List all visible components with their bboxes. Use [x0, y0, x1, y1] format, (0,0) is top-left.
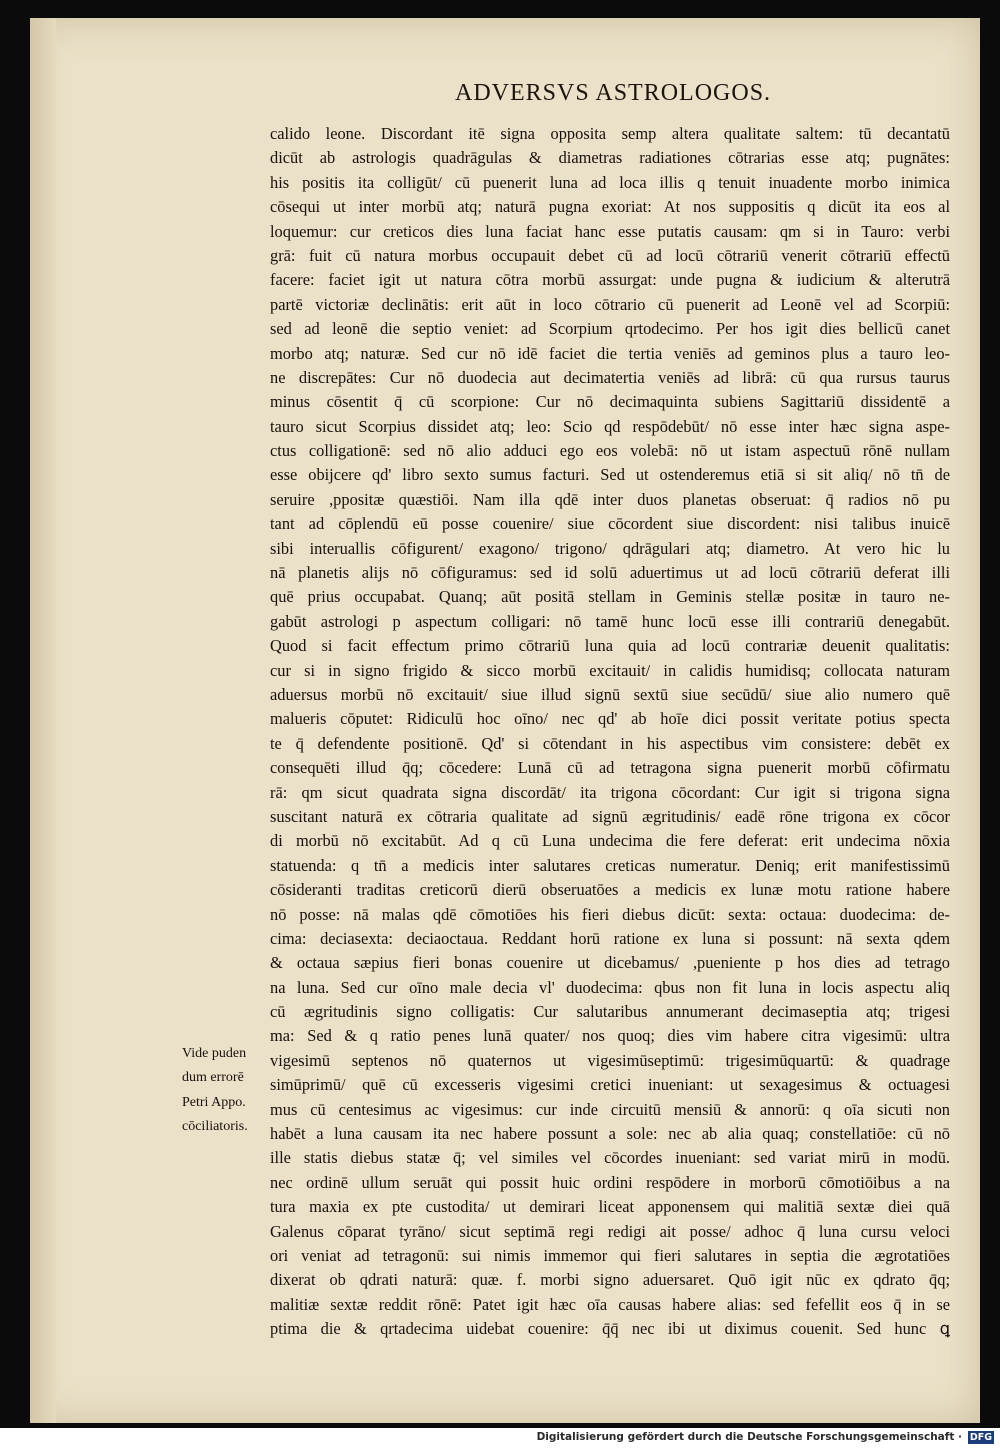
- text-line: tant ad cōplendū eū posse couenire/ siue cōcordent siue discordent: nisi talibus inuicē: [270, 514, 950, 534]
- text-line: seruire ,ppositæ quæstiōi. Nam illa qdē inter duos planetas obseruat: q̄ radios nō pu: [270, 489, 950, 509]
- text-line: nec ordinē ullum seruāt qui possit huic ordini respōdere in morborū cōmotiōibus a na: [270, 1172, 950, 1192]
- text-line: dixerat ob qdrati naturā: quæ. f. morbi signo aduersaret. Quō igit nūc ex qdrato q̄q;: [270, 1270, 950, 1290]
- text-line: ma: Sed & q ratio penes lunā quater/ nos quoq; dies vim habere citra vigesimū: ultra: [270, 1026, 950, 1046]
- text-line: malitiæ sextæ reddit rōnē: Patet igit hæc oīa causas habere alias: sed fefellit eos q̄ in se: [270, 1294, 950, 1314]
- text-line: cima: deciasexta: deciaoctaua. Reddant horū ratione ex luna si possunt: nā sexta qdem: [270, 928, 950, 948]
- marginal-note-line: cōciliatoris.: [182, 1119, 248, 1135]
- text-line: Quod si facit effectum primo cōtrariū luna quia ad locū contrariæ deuenit qualitatis:: [270, 636, 950, 656]
- text-line: dicūt ab astrologis quadrāgulas & diametras radiationes cōtrarias esse atq; pugnātes:: [270, 148, 950, 168]
- text-line: aduersus morbū nō excitauit/ siue illud signū sextū siue secūdū/ siue alio numero quē: [270, 684, 950, 704]
- text-line: & octaua sæpius fieri bonas couenire ut dicebamus/ ,pueniente p hos dies ad tetrago: [270, 953, 950, 973]
- text-line: loquemur: cur creticos dies luna faciat hanc esse putatis causam: qm si in Tauro: verbi: [270, 221, 950, 241]
- text-line: consequēti illud q̄q; cōcedere: Lunā cū ad tetragona signa puenerit morbū cōfirmatu: [270, 758, 950, 778]
- text-line: cōsideranti traditas creticorū dierū obseruatōes a medicis ex lunæ motu ratione habere: [270, 880, 950, 900]
- text-line: ctus colligationē: sed nō alio adduci ego eos volebā: nō ut istam aspectuū rōnē nullam: [270, 441, 950, 461]
- text-line: esse obijcere qd' libro sexto sumus facturi. Sed ut ostenderemus etiā si sit aliq/ nō tn̄ de: [270, 465, 950, 485]
- text-line: habēt a luna causam ita nec habere possunt a sole: nec ab alia quaq; constellatiōe: cū nō: [270, 1124, 950, 1144]
- text-line: mus cū centesimus ac vigesimus: cur inde circuitū mensiū & annorū: q oīa sicuti non: [270, 1099, 950, 1119]
- text-line: tauro sicut Scorpius dissidet atq; leo: Scio qd respōdebūt/ nō esse inter hæc signa aspe-: [270, 416, 950, 436]
- text-line: his positis ita colligūt/ cū puenerit luna ad loca illis q tenuit inuadente morbo inimica: [270, 172, 950, 192]
- text-line: Galenus cōparat tyrāno/ sicut septimā regi redigi ait posse/ adhoc q̄ luna cursu veloci: [270, 1221, 950, 1241]
- marginal-note-line: Petri Appo.: [182, 1094, 246, 1110]
- text-line: partē victoriæ declinātis: erit aūt in loco cōtrario cū puenerit ad Leonē vel ad Scorpiū:: [270, 294, 950, 314]
- footer-bar: [0, 1428, 1000, 1448]
- text-line: na luna. Sed cur oīno male decia vl' duodecima: qbus non fit luna in locis aspectu aliq: [270, 977, 950, 997]
- running-heading: ADVERSVS ASTROLOGOS.: [455, 80, 772, 106]
- text-line: gabūt astrologi p aspectum colligari: nō tamē hunc locū esse illi contrariū denegabūt.: [270, 611, 950, 631]
- text-line: suscitant naturā ex cōtraria qualitate ad signū ægritudinis/ eadē rōne trigona ex cōcor: [270, 806, 950, 826]
- text-line: nā planetis alijs nō cōfiguramus: sed id solū aduertimus ut ad locū cōtrariū deferat illi: [270, 563, 950, 583]
- text-line: cū ægritudinis signo colligatis: Cur salutaribus annumerant decimaseptia atq; trigesi: [270, 1002, 950, 1022]
- text-line: sed ad leonē die septio veniet: ad Scorpium qrtodecimo. Per hos igit dies bellicū canet: [270, 319, 950, 339]
- text-line: morbo atq; naturæ. Sed cur nō idē faciet die tertia veniēs ad geminos plus a tauro leo-: [270, 343, 950, 363]
- text-line: te q̄ defendente positionē. Qd' si cōtendant in his aspectibus vim consistere: debēt ex: [270, 733, 950, 753]
- text-line: minus cōsentit q̄ cū scorpione: Cur nō decimaquinta subiens Sagittariū dissidentē a: [270, 392, 950, 412]
- text-line: ille statis diebus statæ q̄; vel similes vel cōcordes inueniant: sed variat mirū in modū.: [270, 1148, 950, 1168]
- text-line: sibi interuallis cōfigurent/ exagono/ trigono/ qdrāgulari atq; diametro. At vero hic lu: [270, 538, 950, 558]
- text-line: grā: fuit cū natura morbus occupauit debet cū ad locū cōtrariū venerit cōtrariū effectū: [270, 245, 950, 265]
- text-line: calido leone. Discordant itē signa opposita semp altera qualitate saltem: tū decantatū: [270, 124, 950, 143]
- text-line: cur si in signo frigido & sicco morbū excitauit/ in calidis humidisq; collocata naturam: [270, 660, 950, 680]
- text-line: cōsequi ut inter morbū atq; naturā pugna exoriat: At nos suppositis q dicūt ita eos al: [270, 197, 950, 217]
- marginal-note-line: dum errorē: [182, 1070, 244, 1086]
- text-line: di morbū nō excitabūt. Ad q cū Luna undecima die fere deferat: erit undecima nōxia: [270, 831, 950, 851]
- text-line: ptima die & qrtadecima uidebat couenire: q̄q̄ nec ibi ut diximus couenit. Sed hunc ꝗ: [270, 1319, 950, 1339]
- text-line: ori veniat ad tetragonū: sui nimis immemor qui fieri salutares in septia die ægrotatiōes: [270, 1245, 950, 1265]
- text-line: malueris cōputet: Ridiculū hoc oīno/ nec qd' ab hoīe dici possit veritate potius specta: [270, 709, 950, 729]
- text-line: tura maxia ex pte custodita/ ut demirari liceat apponensem qui malitiā sextæ diei quā: [270, 1197, 950, 1217]
- marginal-note-line: Vide puden: [182, 1046, 247, 1061]
- text-line: rā: qm sicut quadrata signa discordāt/ ita trigona cōcordant: Cur igit si trigona signa: [270, 782, 950, 802]
- body-text: [270, 122, 950, 1342]
- dfg-logo-icon[interactable]: DFG: [969, 1432, 992, 1443]
- text-line: quē prius occupabat. Quanq; aūt positā stellam in Geminis stellæ positæ in tauro ne-: [270, 587, 950, 607]
- text-line: nō posse: nā malas qdē cōmotiōes his fieri diebus dicūt: sexta: octaua: duodecima: de-: [270, 904, 950, 924]
- footer-credit: Digitalisierung gefördert durch die Deutsche Forschungsgemeinschaft ·: [536, 1431, 962, 1443]
- page-gutter: [30, 18, 56, 1423]
- text-line: vigesimū septenos nō quaternos ut vigesimūseptimū: trigesimūquartū: & quadrage: [270, 1050, 950, 1070]
- text-line: ne discrepātes: Cur nō duodecia aut decimatertia veniēs ad librā: cū qua rursus taurus: [270, 367, 950, 387]
- text-line: statuenda: q tn̄ a medicis inter salutares creticas numeratur. Deniq; erit manifestissimū: [270, 855, 950, 875]
- text-line: simūprimū/ quē cū excesseris vigesimi cretici inueniant: ut sexagesimus & octuagesi: [270, 1075, 950, 1095]
- text-line: facere: faciet igit ut natura cōtra morbū assurgat: unde pugna & iudicium & alterutrā: [270, 270, 950, 290]
- marginal-note: [182, 1042, 270, 1140]
